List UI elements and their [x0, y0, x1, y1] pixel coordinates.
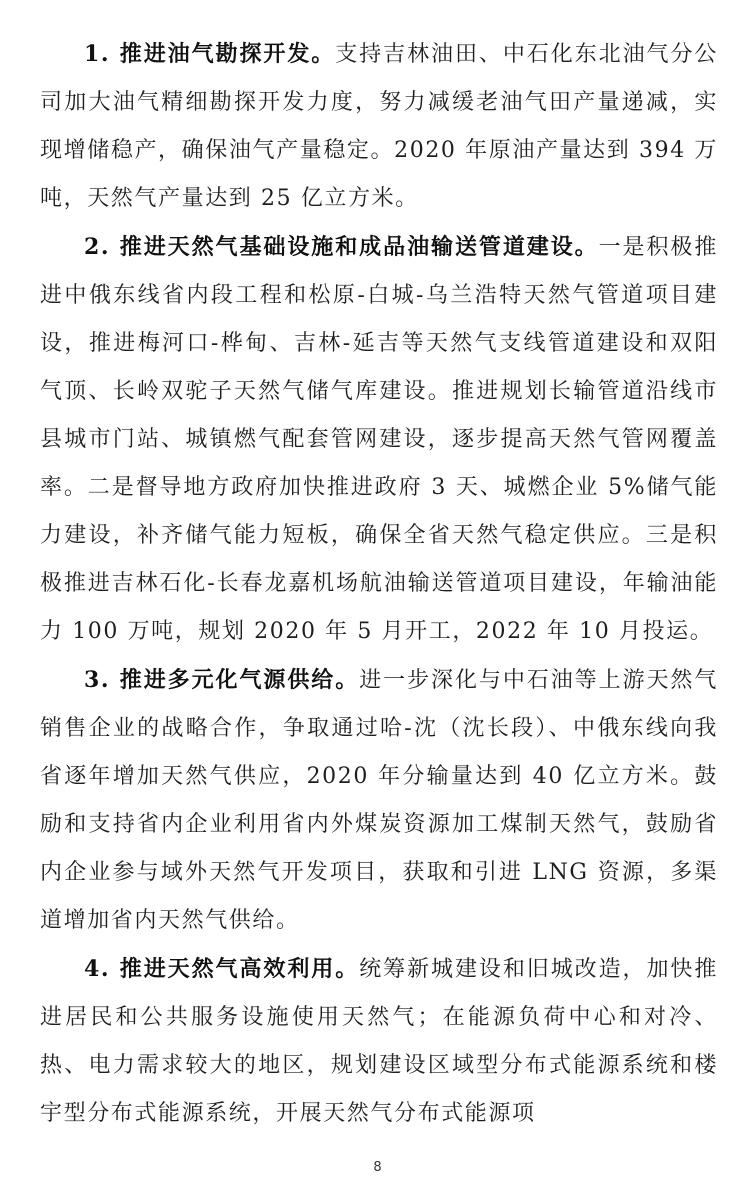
section-3-heading: 3. 推进多元化气源供给。: [84, 667, 360, 693]
document-body: [40, 30, 718, 1138]
section-4-heading: 4. 推进天然气高效利用。: [84, 956, 360, 982]
section-2-heading: 2. 推进天然气基础设施和成品油输送管道建设。: [84, 234, 599, 260]
section-3-body: 进一步深化与中石油等上游天然气销售企业的战略合作，争取通过哈-沈（沈长段）、中俄东线向我省逐年增加天然气供应，2020 年分输量达到 40 亿立方米。鼓励和支持省内企业利用省内外煤炭资源加工煤制天然气，鼓励省内企业参与域外天然气开发项目，获取和引进 LNG 资源，多渠道增加省内天然气供给。: [40, 668, 718, 933]
section-4-paragraph: [40, 945, 718, 1138]
section-1-body: 支持吉林油田、中石化东北油气分公司加大油气精细勘探开发力度，努力减缓老油气田产量递减，实现增储稳产，确保油气产量稳定。2020 年原油产量达到 394 万吨，天然气产量达到 25 亿立方米。: [40, 42, 719, 211]
section-1-paragraph: [40, 30, 718, 223]
section-4-body: 统筹新城建设和旧城改造，加快推进居民和公共服务设施使用天然气；在能源负荷中心和对冷、热、电力需求较大的地区，规划建设区域型分布式能源系统和楼宇型分布式能源系统，开展天然气分布式能源项: [40, 957, 718, 1126]
section-2-paragraph: [40, 223, 718, 656]
section-1-heading: 1. 推进油气勘探开发。: [84, 41, 336, 67]
section-2-body: 一是积极推进中俄东线省内段工程和松原-白城-乌兰浩特天然气管道项目建设，推进梅河口-桦甸、吉林-延吉等天然气支线管道建设和双阳气顶、长岭双驼子天然气储气库建设。推进规划长输管道沿线市县城市门站、城镇燃气配套管网建设，逐步提高天然气管网覆盖率。二是督导地方政府加快推进政府 3 天、城燃企业 5%储气能力建设，补齐储气能力短板，确保全省天然气稳定供应。三是积极推进吉林石化-长春龙嘉机场航油输送管道项目建设，年输油能力 100 万吨，规划 2020 年 5 月开工，2022 年 10 月投运。: [40, 235, 718, 644]
section-3-paragraph: [40, 656, 718, 945]
page-number: 8: [373, 1160, 382, 1175]
